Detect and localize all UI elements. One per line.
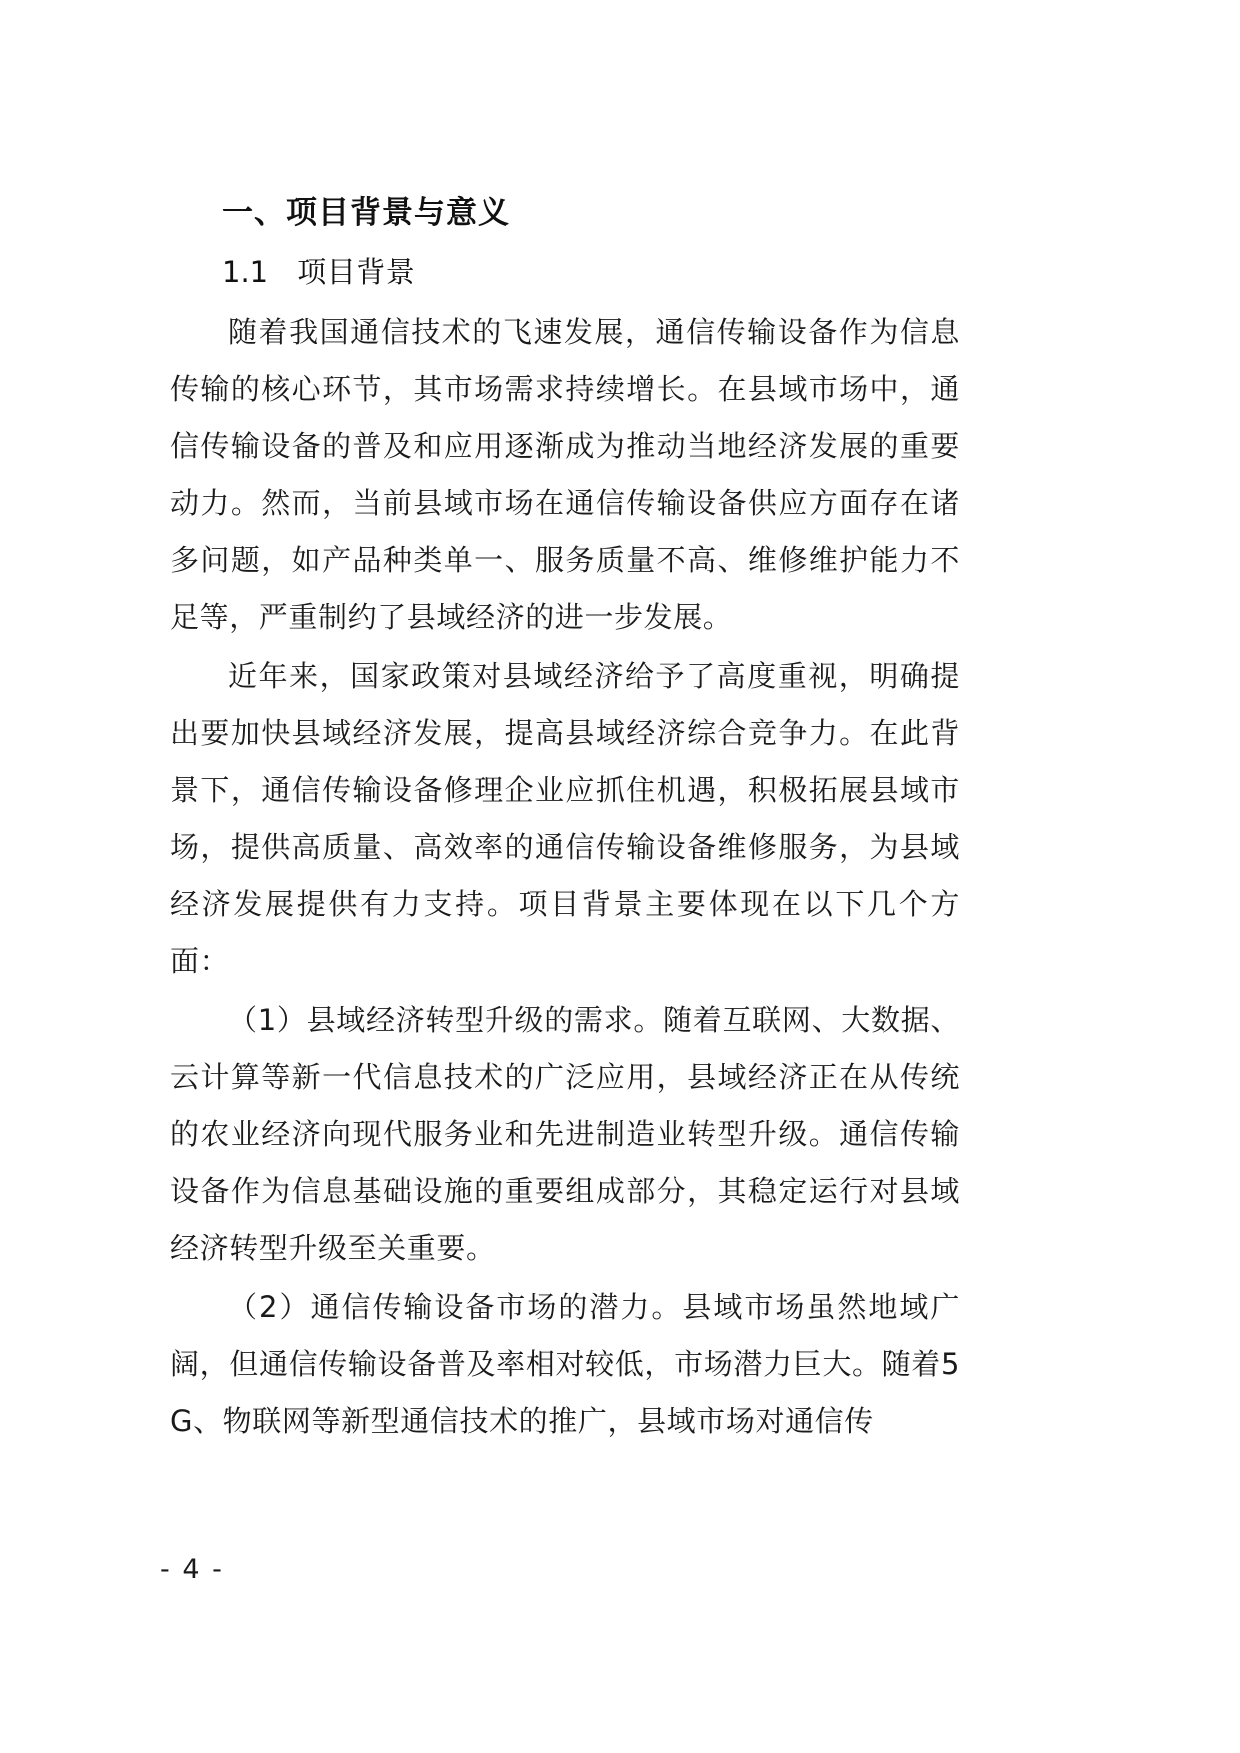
subsection-title: 项目背景 bbox=[297, 254, 416, 289]
body-paragraph: 近年来，国家政策对县域经济给予了高度重视，明确提出要加快县域经济发展，提高县域经济综合竞争力。在此背景下，通信传输设备修理企业应抓住机遇，积极拓展县域市场，提供高质量、高效率的通信传输设备维修服务，为县域经济发展提供有力支持。项目背景主要体现在以下几个方面： bbox=[170, 659, 960, 978]
section-heading: 一、项目背景与意义 bbox=[222, 195, 510, 231]
page-content bbox=[170, 190, 960, 1452]
subsection-number: 1.1 bbox=[222, 254, 269, 289]
subsection-heading bbox=[222, 251, 960, 295]
page-number: - 4 - bbox=[160, 1554, 224, 1585]
body-paragraph: （2）通信传输设备市场的潜力。县域市场虽然地域广阔，但通信传输设备普及率相对较低，市场潜力巨大。随着5G、物联网等新型通信技术的推广，县域市场对通信传 bbox=[170, 1290, 960, 1438]
body-paragraph: （1）县域经济转型升级的需求。随着互联网、大数据、云计算等新一代信息技术的广泛应用，县域经济正在从传统的农业经济向现代服务业和先进制造业转型升级。通信传输设备作为信息基础设施的重要组成部分，其稳定运行对县域经济转型升级至关重要。 bbox=[170, 1003, 960, 1265]
body-paragraph: 随着我国通信技术的飞速发展，通信传输设备作为信息传输的核心环节，其市场需求持续增长。在县域市场中，通信传输设备的普及和应用逐渐成为推动当地经济发展的重要动力。然而，当前县域市场在通信传输设备供应方面存在诸多问题，如产品种类单一、服务质量不高、维修维护能力不足等，严重制约了县域经济的进一步发展。 bbox=[170, 315, 960, 634]
